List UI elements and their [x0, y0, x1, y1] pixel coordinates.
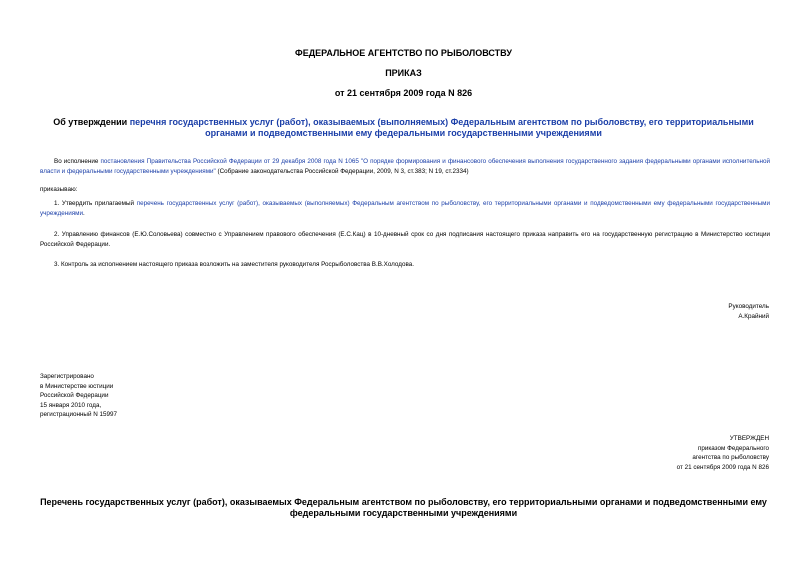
basis-prefix: Во исполнение	[54, 158, 101, 165]
signature-name: А.Крайний	[738, 312, 769, 320]
registration-line: в Министерстве юстиции	[40, 382, 114, 390]
paragraph-item-1	[40, 199, 770, 218]
registration-block	[40, 372, 117, 420]
signature-block	[728, 302, 769, 321]
document-type: ПРИКАЗ	[385, 68, 422, 78]
services-list-link[interactable]: перечень государственных услуг (работ), оказываемых (выполняемых) Федеральным агентством по рыболовству, его территориальными органами и подведомственными ему федеральными государственными учреждениями	[40, 200, 771, 217]
paragraph-basis	[40, 157, 770, 176]
signature-title: Руководитель	[728, 303, 769, 310]
agency-name: ФЕДЕРАЛЬНОЕ АГЕНТСТВО ПО РЫБОЛОВСТВУ	[295, 48, 512, 58]
government-decree-link[interactable]: постановления Правительства Российской Федерации от 29 декабря 2008 года N 1065 "О порядке формирования и финансового обеспечения выполнения государственного задания федеральными органами исполнительной власти и федеральными государственными учреждениями"	[40, 158, 770, 175]
registration-line: 15 января 2010 года,	[40, 401, 102, 409]
order-word: приказываю:	[40, 186, 78, 193]
basis-suffix: (Собрание законодательства Российской Федерации, 2009, N 3, ст.383; N 19, ст.2334)	[215, 167, 469, 175]
approval-block	[677, 434, 769, 472]
subject-prefix: Об утверждении	[53, 117, 130, 127]
registration-line: Зарегистрировано	[40, 373, 94, 380]
item-1-suffix: .	[83, 209, 85, 217]
registration-line: регистрационный N 15997	[40, 411, 118, 418]
approval-line: приказом Федерального	[697, 444, 769, 452]
registration-line: Российской Федерации	[40, 392, 109, 399]
document-subject	[40, 117, 767, 139]
item-1-prefix: 1. Утвердить прилагаемый	[54, 200, 137, 207]
approval-line: агентства по рыболовству	[692, 454, 769, 461]
document-date-number: от 21 сентября 2009 года N 826	[334, 88, 473, 98]
subject-link[interactable]: перечня государственных услуг (работ), оказываемых (выполняемых) Федеральным агентством по рыболовству, его территориальными органами и подведомственными ему федеральными государственными учреждениями	[129, 117, 754, 138]
approval-line: УТВЕРЖДЕН	[729, 435, 769, 442]
paragraph-item-3: 3. Контроль за исполнением настоящего приказа возложить на заместителя руководителя Росрыболовства В.В.Холодова.	[54, 261, 414, 268]
paragraph-item-2: 2. Управлению финансов (Е.Ю.Соловьева) совместно с Управлением правового обеспечения (Е.С.Кац) в 10-дневный срок со дня подписания настоящего приказа направить его на государственную регистрацию в Министерство юстиции Российской Федерации.	[40, 231, 770, 248]
approval-line: от 21 сентября 2009 года N 826	[676, 463, 769, 471]
services-list-title: Перечень государственных услуг (работ), оказываемых Федеральным агентством по рыболовству, его территориальными органами и подведомственными ему федеральными государственными учреждениями	[40, 497, 767, 518]
